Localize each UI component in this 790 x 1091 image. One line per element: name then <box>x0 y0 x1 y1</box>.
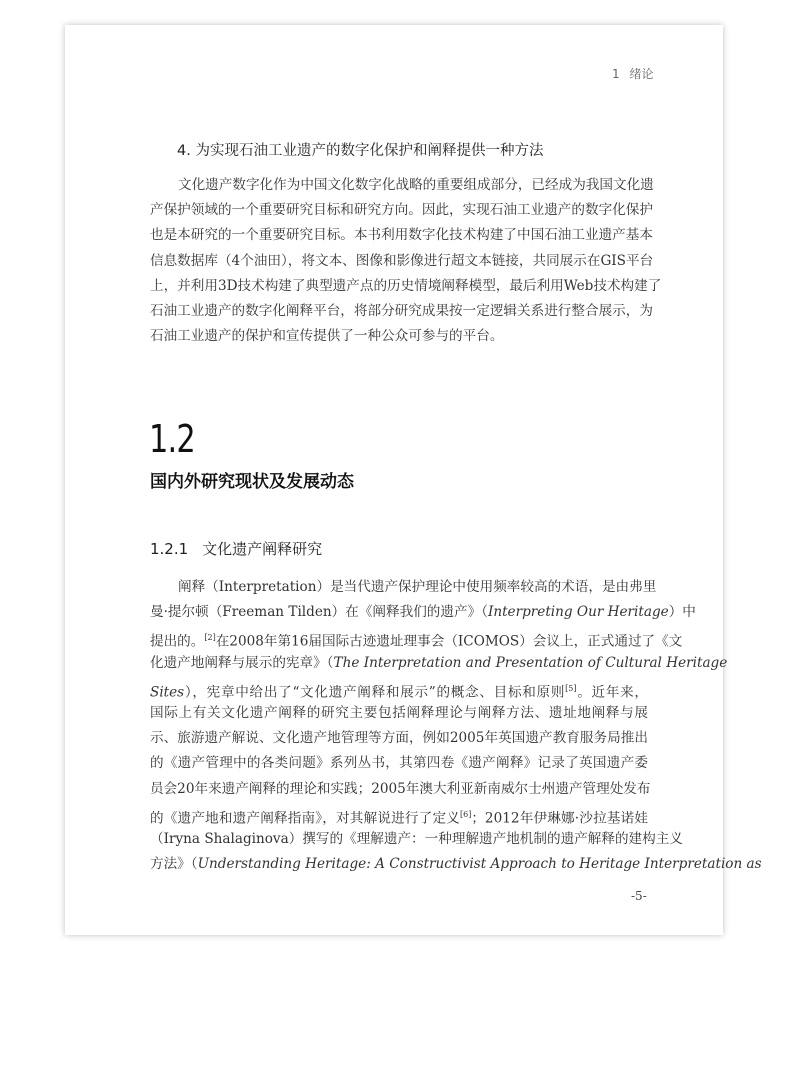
text-segment: 石油工业遗产的数字化阐释平台，将部分研究成果按一定逻辑关系进行整合展示，为 <box>150 302 653 319</box>
text-segment: 国际上有关文化遗产阐释的研究主要包括阐释理论与阐释方法、遗址地阐释与展 <box>150 704 648 721</box>
italic-title: Sites <box>150 684 185 701</box>
section-title: 国内外研究现状及发展动态 <box>150 472 354 492</box>
text-segment: 石油工业遗产的保护和宣传提供了一种公众可参与的平台。 <box>150 328 504 345</box>
text-segment: （Iryna Shalaginova）撰写的《理解遗产：一种理解遗产地机制的遗产解释的建构主义 <box>150 830 683 847</box>
text-segment: 产保护领域的一个重要研究目标和研究方向。因此，实现石油工业遗产的数字化保护 <box>150 202 653 219</box>
subsection-title: 文化遗产阐释研究 <box>202 540 323 558</box>
text-segment: 文化遗产数字化作为中国文化数字化战略的重要组成部分，已经成为我国文化遗 <box>178 177 654 193</box>
text-line <box>150 827 683 852</box>
text-line <box>150 274 662 299</box>
paragraph-digitization <box>150 173 662 349</box>
text-line <box>150 299 653 324</box>
text-line <box>150 173 654 198</box>
text-segment: 化遗产地阐释与展示的宪章》（ <box>150 654 334 671</box>
text-segment: 员会20年来遗产阐释的理论和实践；2005年澳大利亚新南威尔士州遗产管理处发布 <box>150 780 651 797</box>
text-segment: 的《遗产管理中的各类问题》系列丛书，其第四卷《遗产阐释》记录了英国遗产委 <box>150 755 648 772</box>
item-heading: 4. 为实现石油工业遗产的数字化保护和阐释提供一种方法 <box>177 143 544 159</box>
page-number: -5- <box>631 889 647 903</box>
text-segment: 曼·提尔顿（Freeman Tilden）在《阐释我们的遗产》（ <box>150 604 488 621</box>
text-line <box>150 651 728 676</box>
italic-title: Interpreting Our Heritage <box>487 604 669 621</box>
text-line <box>150 198 653 223</box>
text-line <box>150 676 648 701</box>
citation-ref: [5] <box>565 683 577 693</box>
citation-ref: [6] <box>460 809 472 819</box>
text-line <box>150 751 648 776</box>
section-number: 1.2 <box>149 417 195 461</box>
text-line <box>150 701 648 726</box>
subsection-heading <box>150 538 336 559</box>
paragraph-interpretation <box>150 575 762 877</box>
text-segment: 示、旅游遗产解说、文化遗产地管理等方面，例如2005年英国遗产教育服务局推出 <box>150 730 648 747</box>
text-line <box>150 600 696 625</box>
text-segment: ；2012年伊琳娜·沙拉基诺娃 <box>471 810 648 827</box>
text-segment: 信息数据库（4个油田），将文本、图像和影像进行超文本链接，共同展示在GIS平台 <box>150 252 654 269</box>
text-line <box>150 802 648 827</box>
text-line <box>150 324 648 349</box>
text-segment: ）中 <box>668 604 696 621</box>
text-segment: 的《遗产地和遗产阐释指南》，对其解说进行了定义 <box>150 810 460 827</box>
text-segment: 。近年来， <box>576 684 648 701</box>
text-segment: 提出的。 <box>150 633 205 650</box>
text-line <box>150 726 648 751</box>
text-line <box>150 249 654 274</box>
text-segment: 方法》（ <box>150 856 198 873</box>
citation-ref: [2] <box>204 633 216 643</box>
subsection-number: 1.2.1 <box>150 540 189 558</box>
book-page <box>65 25 762 935</box>
text-line <box>150 223 653 248</box>
text-segment: ），宪章中给出了“文化遗产阐释和展示”的概念、目标和原则 <box>184 684 566 701</box>
text-line <box>150 777 651 802</box>
text-line <box>150 575 657 600</box>
italic-title: The Interpretation and Presentation of Cultural Heritage <box>333 654 728 671</box>
running-head: 1 绪论 <box>612 67 654 81</box>
text-line <box>150 625 683 650</box>
text-segment: 阐释（Interpretation）是当代遗产保护理论中使用频率较高的术语，是由弗里 <box>178 579 657 595</box>
text-line <box>150 852 762 877</box>
text-segment: 也是本研究的一个重要研究目标。本书利用数字化技术构建了中国石油工业遗产基本 <box>150 227 653 244</box>
text-segment: 在2008年第16届国际古迹遗址理事会（ICOMOS）会议上，正式通过了《文 <box>215 633 683 650</box>
text-segment: 上，并利用3D技术构建了典型遗产点的历史情境阐释模型，最后利用Web技术构建了 <box>150 277 662 294</box>
italic-title: Understanding Heritage: A Constructivist Approach to Heritage Interpretation as <box>197 856 762 873</box>
